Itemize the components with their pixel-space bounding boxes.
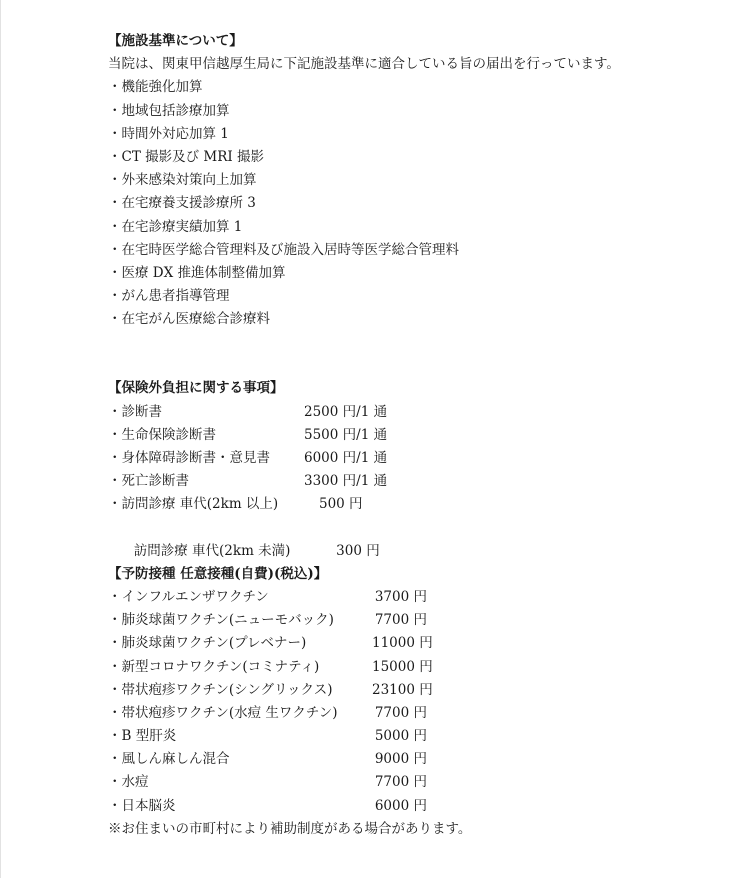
vaccine-name: ・風しん麻しん混合 xyxy=(108,751,230,768)
fee-name: ・診断書 xyxy=(108,403,162,420)
vaccine-price: 3700 円 xyxy=(374,588,427,605)
fee-price: 5500 円/1 通 xyxy=(304,426,388,443)
vaccine-price: 5000 円 xyxy=(374,728,427,745)
facility-item: ・在宅時医学総合管理料及び施設入居時等医学総合管理料 xyxy=(108,241,459,258)
subsidy-note: ※お住まいの市町村により補助制度がある場合があります。 xyxy=(108,820,472,837)
facility-intro: 当院は、関東甲信越厚生局に下記施設基準に適合している旨の届出を行っています。 xyxy=(108,56,620,73)
document xyxy=(108,30,738,841)
vaccine-name: ・日本脳炎 xyxy=(108,797,176,814)
vaccine-price: 7700 円 xyxy=(374,612,427,629)
vaccine-price: 23100 円 xyxy=(372,681,433,698)
vaccine-name: ・帯状疱疹ワクチン(シングリックス) xyxy=(108,681,333,698)
vaccine-row xyxy=(108,748,738,771)
facility-item: ・がん患者指導管理 xyxy=(108,288,230,305)
vaccine-row xyxy=(108,609,738,632)
vaccine-price: 7700 円 xyxy=(374,774,427,791)
facility-item: ・在宅療養支援診療所 3 xyxy=(108,195,256,212)
facility-item: ・医療 DX 推進体制整備加算 xyxy=(108,264,286,281)
vaccine-name: ・新型コロナワクチン(コミナティ) xyxy=(108,658,320,675)
fee-price: 3300 円/1 通 xyxy=(304,473,388,490)
vaccine-row xyxy=(108,656,738,679)
fee-price: 2500 円/1 通 xyxy=(304,403,388,420)
facility-item: ・機能強化加算 xyxy=(108,79,203,96)
vaccine-row xyxy=(108,702,738,725)
vaccine-name: ・帯状疱疹ワクチン(水痘 生ワクチン) xyxy=(108,704,338,721)
vaccine-name: ・インフルエンザワクチン xyxy=(108,588,269,605)
fees-heading: 【保険外負担に関する事項】 xyxy=(108,380,284,397)
vaccine-price: 9000 円 xyxy=(374,751,427,768)
vaccine-row xyxy=(108,632,738,655)
vaccine-price: 7700 円 xyxy=(374,704,427,721)
fee-name: ・身体障碍診断書・意見書 xyxy=(108,450,270,466)
facility-heading: 【施設基準について】 xyxy=(108,33,243,49)
vaccine-price: 15000 円 xyxy=(372,658,433,675)
facility-item: ・CT 撮影及び MRI 撮影 xyxy=(108,148,265,165)
facility-item: ・在宅診療実績加算 1 xyxy=(108,218,243,235)
vaccine-name: ・肺炎球菌ワクチン(プレベナー) xyxy=(108,635,307,652)
fee-price: 500 円 xyxy=(319,496,363,513)
facility-item: ・時間外対応加算 1 xyxy=(108,125,229,142)
vaccine-name: ・B 型肝炎 xyxy=(108,728,177,745)
section-spacer xyxy=(108,331,738,377)
fee-name: 訪問診療 車代(2km 未満) xyxy=(125,542,291,559)
vaccine-price: 6000 円 xyxy=(374,797,427,814)
fee-price: 300 円 xyxy=(336,542,380,559)
facility-item: ・外来感染対策向上加算 xyxy=(108,172,257,189)
vaccine-row xyxy=(108,725,738,748)
vaccine-row xyxy=(108,586,738,609)
page-edge xyxy=(0,0,1,878)
fee-row xyxy=(108,470,738,493)
facility-item: ・地域包括診療加算 xyxy=(108,102,230,119)
vaccine-name: ・肺炎球菌ワクチン(ニューモバック) xyxy=(108,612,334,629)
fee-row xyxy=(108,493,738,516)
fee-row xyxy=(108,424,738,447)
vaccine-name: ・水痘 xyxy=(108,774,149,791)
fee-name: ・生命保険診断書 xyxy=(108,426,216,443)
vaccine-row xyxy=(108,771,738,794)
facility-item: ・在宅がん医療総合診療料 xyxy=(108,311,270,328)
vaccines-heading: 【予防接種 任意接種(自費)(税込)】 xyxy=(108,565,328,582)
fee-name: ・訪問診療 車代(2km 以上) xyxy=(108,496,279,513)
vaccine-price: 11000 円 xyxy=(372,635,433,652)
fee-row xyxy=(108,401,738,424)
fee-price: 6000 円/1 通 xyxy=(304,450,388,466)
fee-row xyxy=(108,447,738,470)
vaccine-row xyxy=(108,679,738,702)
fee-name: ・死亡診断書 xyxy=(108,473,189,490)
fee-row xyxy=(108,517,738,559)
vaccine-row xyxy=(108,795,738,818)
